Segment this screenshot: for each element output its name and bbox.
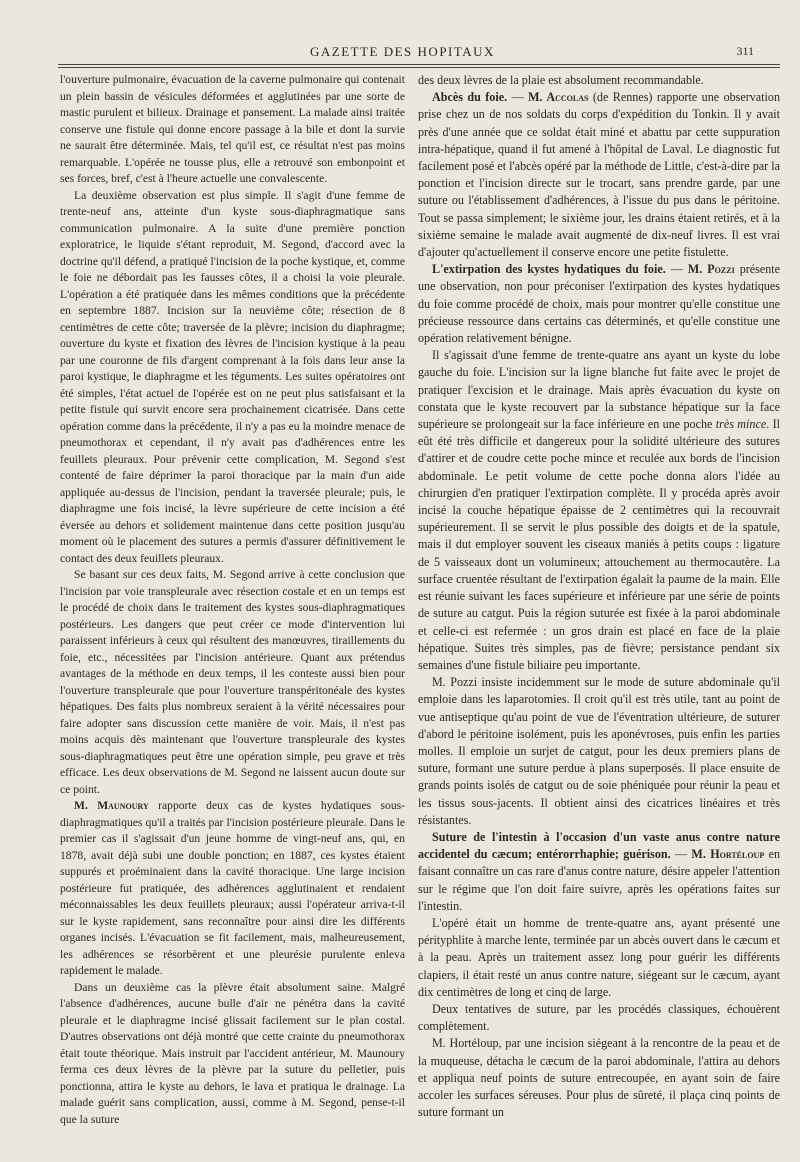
paragraph-text: . Il eût été très difficile et dangereux pour la solidité ultérieure des sutures d'attirer et de coudre cette poche mince et reculée aux bords de l'incision abdominale. Le petit volume de cette poche donna alors l'idée au chirurgien d'en pratiquer l'extirpation complète. Il y procéda après avoir incisé la couche hépatique épaisse de 2 centimètres qui la recouvrait supérieurement. Il se servit le plus possible des doigts et de la spatule, mais il dut employer souvent les ciseaux maniés à petits coups : ligature de 5 vaisseaux dont un volumineux; attouchement au thermocautère. La surface cruentée résultant de l'extirpation égalait la paume de la main. Elle est réunie suivant les faces supérieure et inférieure par une série de points de suture au catgut. Puis la région suturée est fixée à la paroi abdominale et celle-ci est refermée : un gros drain est placé en face de la plaie hépatique. Suites très simples, pas de fièvre; persistance pendant six semaines d'une fistule biliaire peu importante. bbox=[418, 417, 780, 672]
paragraph: M. Hortéloup, par une incision siégeant à la rencontre de la peau et de la muqueuse, détacha le cæcum de la paroi abdominale, l'attira au dehors et appliqua neuf points de suture entrecoupée, en ayant soin de faire accoler les surfaces séreuses. Pour plus de sûreté, il plaça cinq points de suture formant un bbox=[418, 1036, 780, 1120]
journal-title: GAZETTE DES HOPITAUX bbox=[310, 44, 495, 59]
paragraph bbox=[418, 89, 780, 261]
right-column bbox=[418, 72, 780, 1121]
heading-dash: — bbox=[670, 847, 692, 862]
paragraph: La deuxième observation est plus simple. Il s'agit d'une femme de trente-neuf ans, atteinte d'un kyste sous-diaphragmatique sans communication pulmonaire. A la suite d'une première ponction exploratrice, le liquide s'étant reproduit, M. Segond, d'accord avec la doctrine qu'il défend, a pratiqué l'incision de la poche kystique, et, comme le foie ne débordait pas les fausses côtes, il a choisi la voie pleurale. L'opération a été pratiquée dans les mêmes conditions que la précédente en septembre 1887. Incision sur la neuvième côte; résection de 8 centimètres de cette côte; traversée de la plèvre; incision du diaphragme; ouverture du kyste et fixation des lèvres de l'incision kystique à la peau par une couronne de fils d'argent comprenant à la fois dans leur anse la paroi kystique, le diaphragme et les téguments. Les suites opératoires ont été simples, l'état actuel de l'opérée est on ne peut plus satisfaisant et la petite fistule qui survit encore sera prochainement cicatrisée. Dans cette opération comme dans la précédente, il n'y a pas eu la moindre menace de pneumothorax et cependant, il n'y avait pas d'adhérences entre les feuillets pleuraux. Pour prévenir cette complication, M. Segond s'est contenté de faire déprimer la paroi thoracique par la main d'un aide appliquée au-dessus de l'incision, pendant la traversée pleurale; puis, le diaphragme une fois incisé, la lèvre supérieure de cette incision a été éversée au dehors et solidement maintenue dans cette position jusqu'au moment où le placement des sutures a permis d'assurer définitivement le contact des deux feuillets pleuraux. bbox=[60, 188, 405, 565]
header-rule-bottom bbox=[58, 67, 780, 68]
paragraph: M. Pozzi insiste incidemment sur le mode de suture abdominale qu'il emploie dans les laparotomies. Il croit qu'il est très utile, tant au point de vue antiseptique qu'au point de vue de l'éventration ultérieure, de suturer d'abord le péritoine isolément, puis les aponévroses, puis enfin les parties molles. Il emploie un surjet de catgut, pour les deux premiers plans de suture, formant une suture perdue à plans superposés. Il place ensuite de grands points isolés de catgut ou de soie phéniquée pour réunir la peau et les tissus sous-jacents. Il obtient ainsi des cicatrices linéaires et très résistantes. bbox=[418, 675, 780, 827]
header-rule-top bbox=[58, 64, 780, 65]
heading-dash: — bbox=[665, 262, 688, 277]
page-number: 311 bbox=[736, 44, 754, 58]
paragraph: Deux tentatives de suture, par les procédés classiques, échouèrent complètement. bbox=[418, 1001, 780, 1034]
paragraph: l'ouverture pulmonaire, évacuation de la caverne pulmonaire qui contenait un plein bassin de vésicules déformées et agglutinées par une sorte de mastic purulent et bilieux. Drainage et pansement. La malade ainsi traitée conserve une fistule qui donne encore passage à la bile et dont la survie ne saurait être déterminée. Mais, tel qu'il est, ce résultat n'est pas moins remarquable. L'opérée ne tousse plus, elle a retrouvé son embonpoint et ses forces, bref, c'est à l'heure actuelle une convalescente. bbox=[60, 73, 405, 185]
author-name: M. Hortéloup bbox=[691, 847, 765, 862]
section-heading: L'extirpation des kystes hydatiques du foie. bbox=[432, 262, 666, 277]
paragraph-text: (de Rennes) rapporte une observation prise chez un de nos soldats du corps d'expédition du Tonkin. Il y avait près d'une année que ce soldat était miné et abattu par cette suppuration intra-hépatique, quand il fut amené à l'hôpital de Laval. Le diagnostic fut facilement posé et l'abcès opéré par la méthode de Little, c'est-à-dire par la ponction et l'incision directe sur le trocart, sans prendre garde, par une suture ou l'établissement d'adhérences, à l'issue du pus dans le péritoine. Tout se passa simplement; le sixième jour, les drains étaient retirés, et à la sixième semaine le malade avait augmenté de dix-neuf livres. Il est vrai d'ajouter qu'actuellement il conserve encore une petite fistulette. bbox=[418, 90, 780, 260]
paragraph-text: rapporte deux cas de kystes hydatiques sous-diaphragmatiques qu'il a traités par l'incision postérieure pleurale. Dans le premier cas il s'agissait d'un jeune homme de vingt-neuf ans, qui, en 1878, avait déjà subi une double ponction; en 1887, ces kystes étaient suppurés et proéminaient dans la cavité thoracique. Une large incision postérieure fut pratiquée, des adhérences agglutinaient et rendaient méconnaissables les deux feuillets pleuraux; aussi l'opérateur arriva-t-il sur le kyste rapidement, sans reconnaître pour ainsi dire les différents organes incisés. L'évacuation se fit facilement, mais, malheureusement, les adhérences se résorbèrent et une pleurésie purulente enleva rapidement le malade. bbox=[60, 799, 405, 977]
paragraph-text: en faisant connaître un cas rare d'anus contre nature, désire appeler l'attention sur le régime que l'on doit faire suivre, après les opérations faites sur l'intestin. bbox=[418, 847, 780, 913]
author-name: M. Maunoury bbox=[74, 799, 149, 812]
author-name: M. Accolas bbox=[528, 90, 589, 105]
paragraph: Dans un deuxième cas la plèvre était absolument saine. Malgré l'absence d'adhérences, aucune bulle d'air ne pénétra dans la cavité pleurale et le diaphragme incisé glissait facilement sur le plan costal. D'autres observations ont déjà montré que cette crainte du pneumothorax était toute théorique. Mais instruit par l'accident antérieur, M. Maunoury ferma ces deux lèvres de la plèvre par la suture du pelletier, puis ponctionna, attira le kyste au dehors, le lava et pratiqua le drainage. La malade guérit sans complication, aussi, comme à M. Segond, pense-t-il que la suture bbox=[60, 980, 405, 1126]
section-heading: Suture de l'intestin à l'occasion d'un vaste anus contre nature accidentel du cæcum; entérorrhaphie; guérison. bbox=[418, 829, 780, 862]
paragraph: L'opéré était un homme de trente-quatre ans, ayant présenté une pérityphlite à marche lente, terminée par un abcès ouvert dans le cæcum et à la peau. Après un traitement assez long pour guérir les différents clapiers, il était resté un anus contre nature, siégeant sur le cæcum, ayant dix centimètres de long et cinq de large. bbox=[418, 915, 780, 999]
paragraph-text: présente une observation, non pour préconiser l'extirpation des kystes hydatiques du foie comme procédé de choix, mais pour montrer qu'elle constitue une précieuse ressource dans certains cas déterminés, et qu'elle constitue une opération relativement bénigne. bbox=[418, 262, 781, 346]
paragraph bbox=[418, 347, 780, 674]
paragraph bbox=[60, 798, 405, 980]
running-head bbox=[0, 44, 800, 64]
section-heading: Abcès du foie. bbox=[432, 90, 508, 105]
paragraph bbox=[418, 261, 780, 347]
paragraph: des deux lèvres de la plaie est absolument recommandable. bbox=[418, 73, 704, 87]
paragraph-text: Il s'agissait d'une femme de trente-quatre ans ayant un kyste du lobe gauche du foie. L'incision sur la ligne blanche fut faite avec le projet de pratiquer l'excision et le drainage. Mais après évacuation du kyste on constata que le kyste recouvert par la substance hépatique sur la face supérieure se prolongeait sur la face inférieure en une poche bbox=[418, 348, 780, 432]
emphasis: très mince bbox=[715, 417, 767, 432]
heading-dash: — bbox=[507, 90, 529, 105]
author-name: M. Pozzi bbox=[687, 262, 735, 277]
paragraph bbox=[418, 829, 780, 915]
left-column bbox=[60, 72, 405, 1128]
paragraph: Se basant sur ces deux faits, M. Segond arrive à cette conclusion que l'incision par voie transpleurale avec résection costale et en un temps est le procédé de choix dans le traitement des kystes sous-diaphragmatiques postérieurs. Les dangers que peut créer ce mode d'intervention lui paraissent inférieurs à ceux qui résultent des manœuvres, tiraillements du foie, etc., nécessitées par l'incision antérieure. Quant aux prétendus avantages de la méthode en deux temps, il les conteste aussi bien pour l'ouverture transpleurale que pour l'ouverture transpéritonéale des kystes hépatiques. Des faits plus nombreux seraient à la vérité nécessaires pour faire adopter sans discussion cette manière de voir. Mais, il n'est pas moins acquis dès maintenant que l'ouverture transpleurale des kystes sous-diaphragmatiques peut être une opération simple, peu grave et très efficace. Les deux observations de M. Segond ne laissent aucun doute sur ce point. bbox=[60, 568, 405, 796]
